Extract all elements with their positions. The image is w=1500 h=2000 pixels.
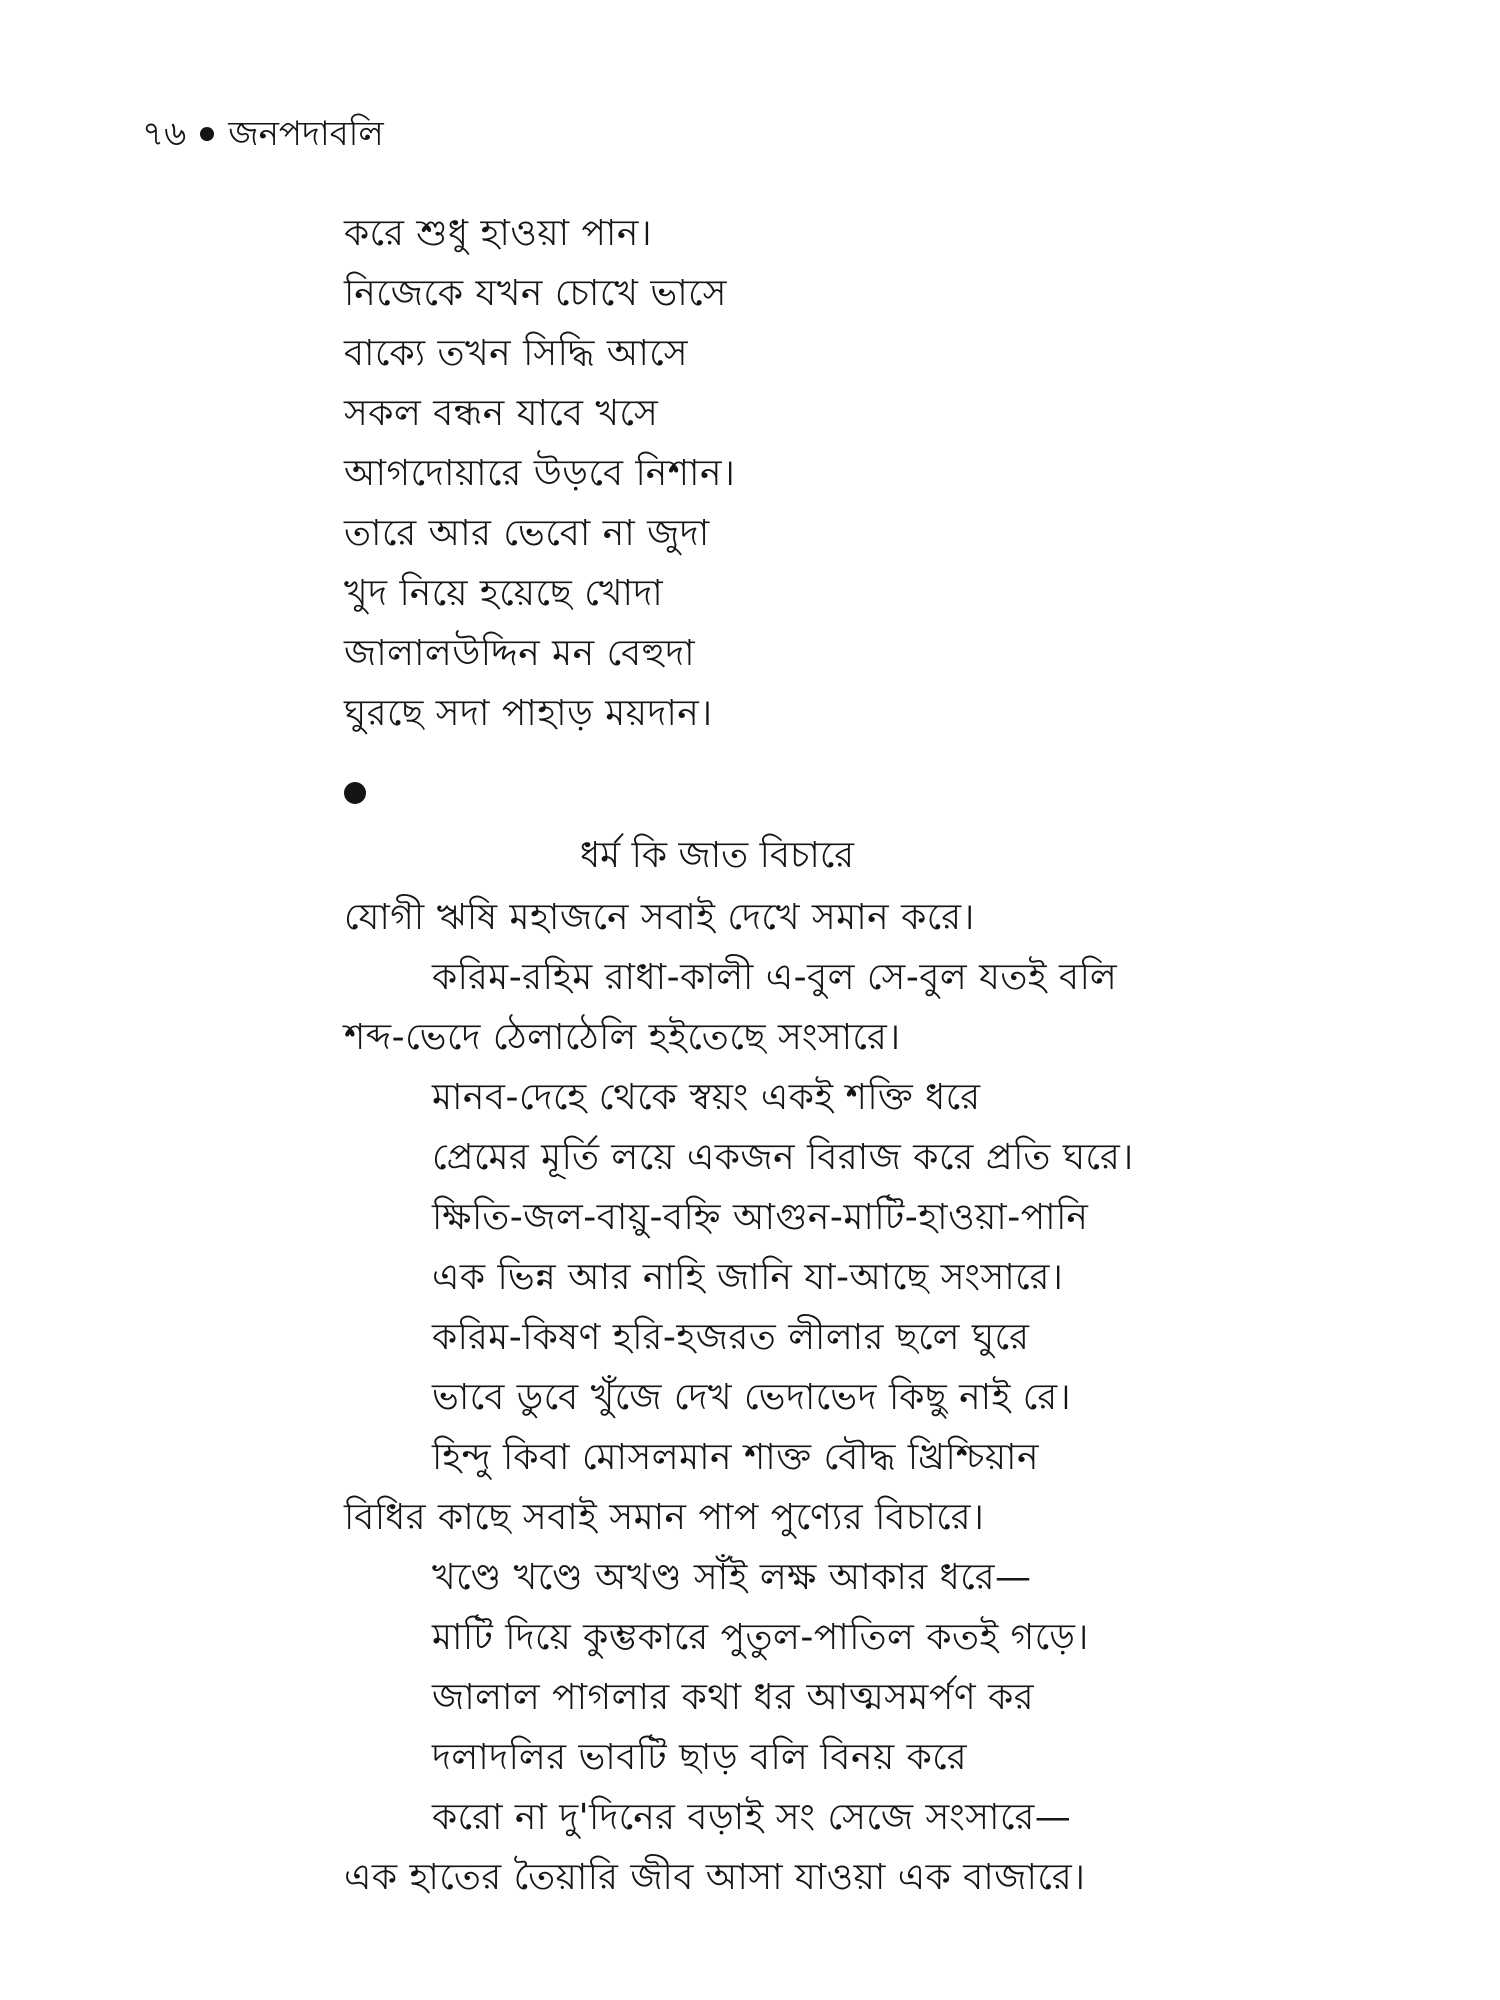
poem2-line: করিম-রহিম রাধা-কালী এ-বুল সে-বুল যতই বলি (432, 957, 1118, 998)
poem2-title: ধর্ম কি জাত বিচারে (580, 835, 855, 876)
poem2-line: বিধির কাছে সবাই সমান পাপ পুণ্যের বিচারে। (344, 1497, 985, 1538)
poem2-line: ভাবে ডুবে খুঁজে দেখ ভেদাভেদ কিছু নাই রে। (432, 1377, 1072, 1418)
poem2-line: এক ভিন্ন আর নাহি জানি যা-আছে সংসারে। (432, 1257, 1064, 1298)
poem1-line: বাক্যে তখন সিদ্ধি আসে (344, 333, 689, 374)
poem1-line: খুদ নিয়ে হয়েছে খোদা (344, 573, 664, 614)
poem2-line: করিম-কিষণ হরি-হজরত লীলার ছলে ঘুরে (432, 1317, 1030, 1358)
poem2-line: হিন্দু কিবা মোসলমান শাক্ত বৌদ্ধ খ্রিশ্চিয়ান (432, 1437, 1039, 1478)
poem2-line: মানব-দেহে থেকে স্বয়ং একই শক্তি ধরে (432, 1077, 981, 1118)
section-separator-bullet-icon (344, 782, 366, 804)
poem2-line: প্রেমের মূর্তি লয়ে একজন বিরাজ করে প্রতি ঘরে। (432, 1137, 1134, 1178)
book-title: জনপদাবলি (228, 114, 384, 154)
poem2-line: করো না দু'দিনের বড়াই সং সেজে সংসারে— (432, 1797, 1072, 1838)
poem1-line: নিজেকে যখন চোখে ভাসে (344, 273, 727, 314)
poem2-line: শব্দ-ভেদে ঠেলাঠেলি হইতেছে সংসারে। (344, 1017, 901, 1058)
page-header (142, 110, 384, 158)
poem1-line: ঘুরছে সদা পাহাড় ময়দান। (344, 693, 713, 734)
poem1-line: তারে আর ভেবো না জুদা (344, 513, 710, 554)
header-bullet-icon (200, 127, 214, 141)
poem1-line: জালালউদ্দিন মন বেহুদা (344, 633, 696, 674)
poem2-line: ক্ষিতি-জল-বায়ু-বহ্নি আগুন-মাটি-হাওয়া-পানি (432, 1197, 1089, 1238)
poem2-line: যোগী ঋষি মহাজনে সবাই দেখে সমান করে। (344, 897, 975, 938)
poem2-line: এক হাতের তৈয়ারি জীব আসা যাওয়া এক বাজারে। (344, 1857, 1086, 1898)
poem2-line: দলাদলির ভাবটি ছাড় বলি বিনয় করে (432, 1737, 968, 1778)
poem1-line: আগদোয়ারে উড়বে নিশান। (344, 453, 736, 494)
poem1-line: করে শুধু হাওয়া পান। (344, 213, 653, 254)
poem2-line: জালাল পাগলার কথা ধর আত্মসমর্পণ কর (432, 1677, 1035, 1718)
poem2-line: মাটি দিয়ে কুম্ভকারে পুতুল-পাতিল কতই গড়ে। (432, 1617, 1089, 1658)
page-number: ৭৬ (142, 114, 187, 154)
poem2-line: খণ্ডে খণ্ডে অখণ্ড সাঁই লক্ষ আকার ধরে— (432, 1557, 1032, 1598)
poem1-line: সকল বন্ধন যাবে খসে (344, 393, 659, 434)
